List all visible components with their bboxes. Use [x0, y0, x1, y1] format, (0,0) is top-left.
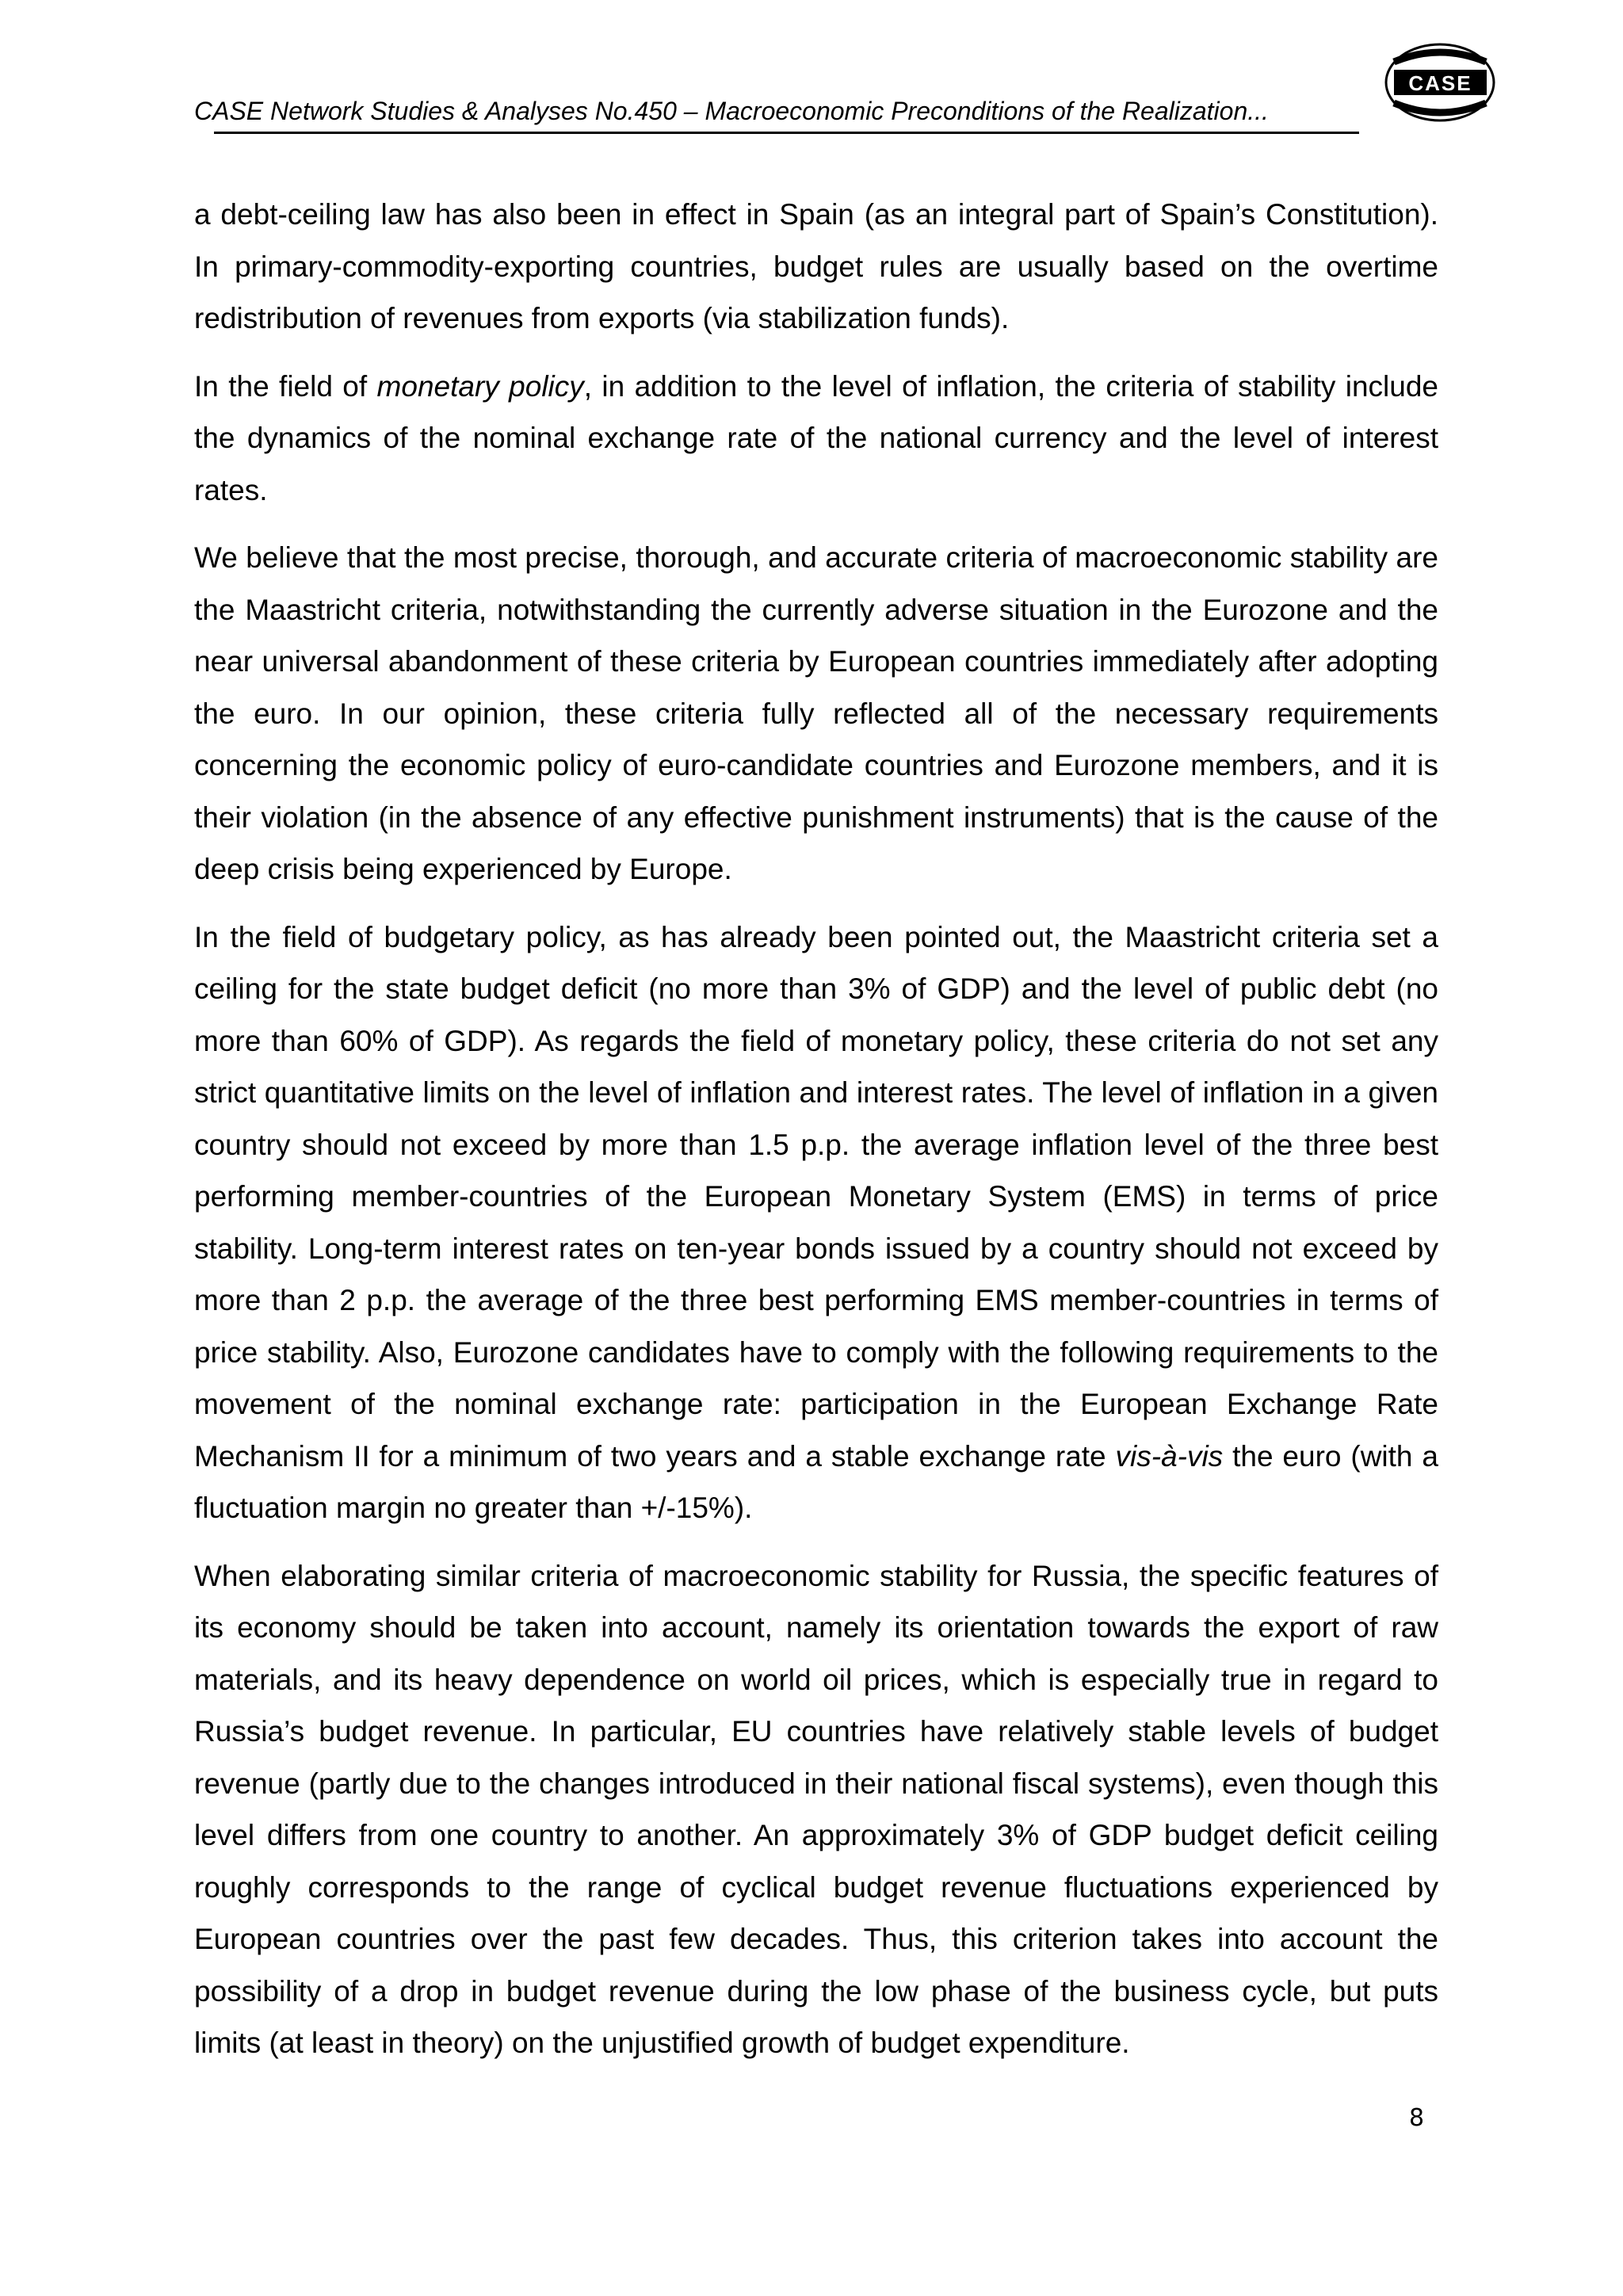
body-text	[194, 189, 1438, 2085]
paragraph-2	[194, 361, 1438, 517]
paragraph-2-emphasis: monetary policy	[376, 369, 584, 403]
paragraph-4	[194, 911, 1438, 1534]
page-header	[194, 94, 1359, 133]
paragraph-4-text-c: the euro (with a fluctuation margin no greater than +/-15%).	[194, 1439, 1438, 1524]
page-number: 8	[1409, 2104, 1425, 2132]
paragraph-2-text-a: In the field of	[194, 369, 377, 403]
paragraph-3: We believe that the most precise, thorough, and accurate criteria of macroeconomic stability are the Maastricht criteria, notwithstanding the currently adverse situation in the Eurozone and the near universal abandonment of these criteria by European countries immediately after adopting the euro. In our opinion, these criteria fully reflected all of the necessary requirements concerning the economic policy of euro-candidate countries and Eurozone members, and it is their violation (in the absence of any effective punishment instruments) that is the cause of the deep crisis being experienced by Europe.	[194, 541, 1438, 885]
paragraph-5: When elaborating similar criteria of macroeconomic stability for Russia, the specific features of its economy should be taken into account, namely its orientation towards the export of raw materials, and its heavy dependence on world oil prices, which is especially true in regard to Russia’s budget revenue. In particular, EU countries have relatively stable levels of budget revenue (partly due to the changes introduced in their national fiscal systems), even though this level differs from one country to another. An approximately 3% of GDP budget deficit ceiling roughly corresponds to the range of cyclical budget revenue fluctuations experienced by European countries over the past few decades. Thus, this criterion takes into account the possibility of a drop in budget revenue during the low phase of the business cycle, but puts limits (at least in theory) on the unjustified growth of budget expenditure.	[194, 1559, 1438, 2059]
paragraph-4-text-a: In the field of budgetary policy, as has already been pointed out, the Maastricht criteria set a ceiling for the state budget deficit (no more than 3% of GDP) and the level of public debt (no more than 60% of GDP). As regards the field of monetary policy, these criteria do not set any strict quantitative limits on the level of inflation and interest rates. The level of inflation in a given country should not exceed by more than 1.5 p.p. the average inflation level of the three best performing member-countries of the European Monetary System (EMS) in terms of price stability. Long-term interest rates on ten-year bonds issued by a country should not exceed by more than 2 p.p. the average of the three best performing EMS member-countries in terms of price stability. Also, Eurozone candidates have to comply with the following requirements to the movement of the nominal exchange rate: participation in the European Exchange Rate Mechanism II for a minimum of two years and a stable exchange rate	[194, 920, 1438, 1473]
logo-text: CASE	[1408, 71, 1472, 95]
header-rule	[214, 132, 1359, 134]
paragraph-2-text-c: , in addition to the level of inflation, the criteria of stability include the dynamics of the nominal exchange rate of the national currency and the level of interest rates.	[194, 369, 1438, 506]
paragraph-1: a debt-ceiling law has also been in effect in Spain (as an integral part of Spain’s Constitution). In primary-commodity-exporting countries, budget rules are usually based on the overtime redistribution of revenues from exports (via stabilization funds).	[194, 198, 1438, 334]
header-title: CASE Network Studies & Analyses No.450 – Macroeconomic Preconditions of the Realization...	[194, 97, 1269, 125]
paragraph-4-emphasis: vis-à-vis	[1115, 1439, 1224, 1473]
case-logo	[1383, 41, 1498, 124]
case-logo-icon	[1383, 41, 1498, 124]
